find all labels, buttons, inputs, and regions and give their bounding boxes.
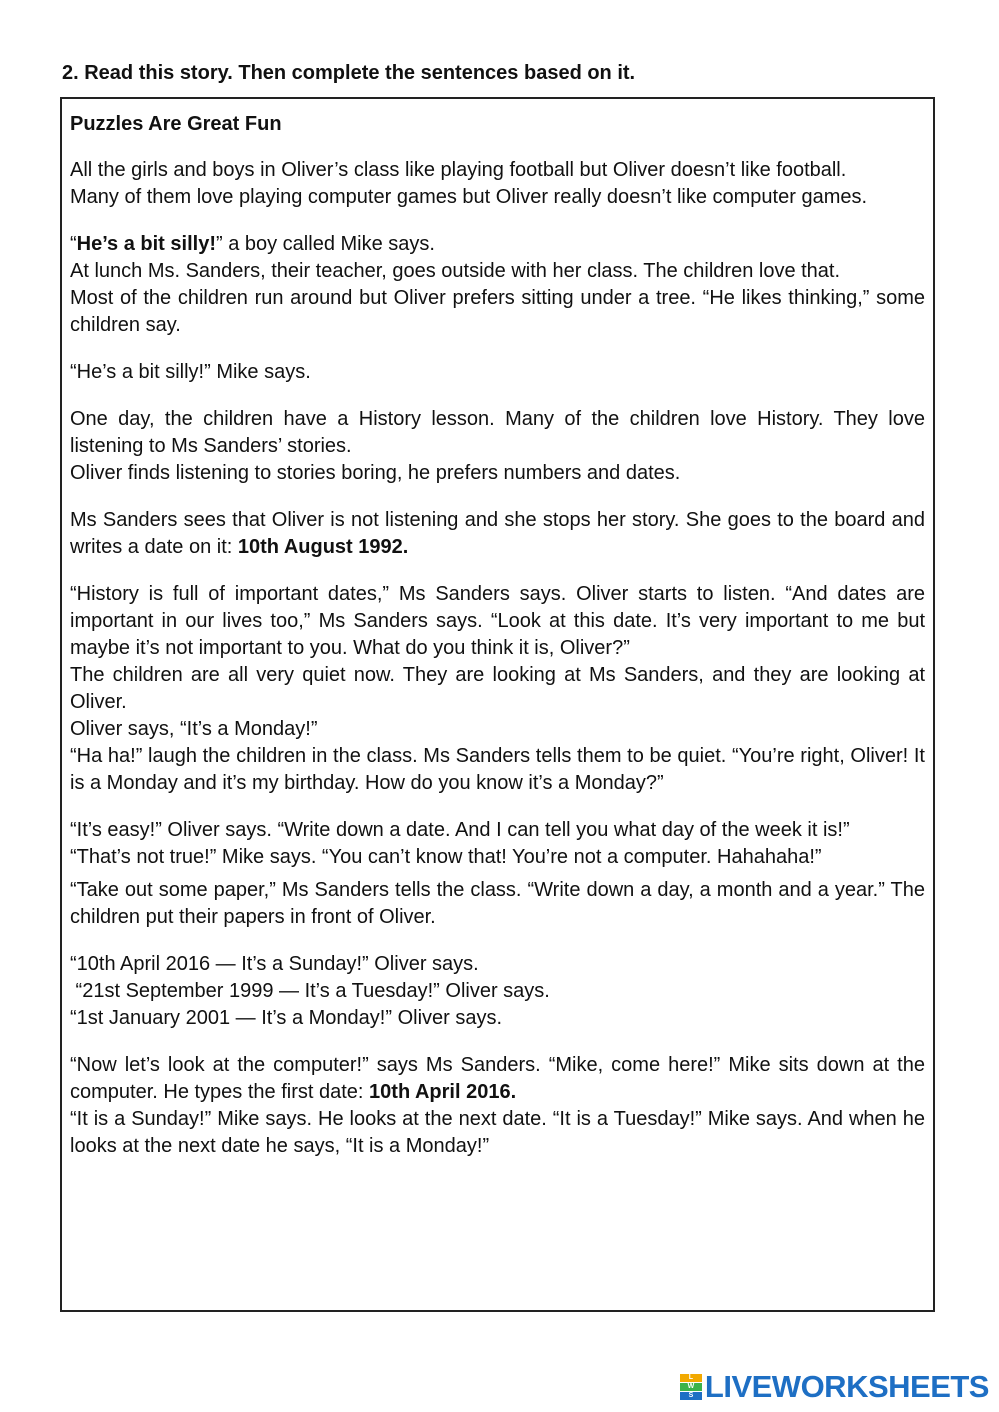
logo-text: LIVEWORKSHEETS [704,1369,989,1404]
story-paragraph-5 [70,507,925,561]
logo-mark-letter: S [680,1392,702,1400]
story-line: “It is a Sunday!” Mike says. He looks at the next date. “It is a Tuesday!” Mike says. And when he looks at the next date he says, “It is a Monday!” [70,1108,925,1157]
story-line: “He’s a bit silly!” Mike says. [70,361,311,383]
story-line [70,507,925,561]
story-line: “History is full of important dates,” Ms Sanders says. Oliver starts to listen. “And dates are important in our lives too,” Ms Sanders says. “Look at this date. It’s very important to me but maybe it’s not important to you. What do you think it is, Oliver?” [70,583,925,659]
bold-date: 10th April 2016. [369,1081,517,1103]
story-paragraph-4 [70,406,925,487]
quote-rest: ” a boy called Mike says. [215,233,435,255]
story-line: “Take out some paper,” Ms Sanders tells the class. “Write down a day, a month and a year.” The children put their papers in front of Oliver. [70,879,925,928]
story-paragraph-1 [70,157,925,211]
story-line [70,231,925,258]
story-line [70,1052,925,1106]
story-line: “It’s easy!” Oliver says. “Write down a date. And I can tell you what day of the week it is!” [70,819,850,841]
logo-mark-icon [680,1374,702,1401]
story-paragraph-6 [70,581,925,797]
story-paragraph-9 [70,951,925,1032]
story-line: All the girls and boys in Oliver’s class like playing football but Oliver doesn’t like football. [70,159,847,181]
story-paragraph-10 [70,1052,925,1160]
story-box [60,97,935,1312]
story-line: “Ha ha!” laugh the children in the class. Ms Sanders tells them to be quiet. “You’re right, Oliver! It is a Monday and it’s my birthday. How do you know it’s a Monday?” [70,745,925,794]
bold-date: 10th August 1992. [237,536,409,558]
story-line: Many of them love playing computer games but Oliver really doesn’t like computer games. [70,186,868,208]
story-text: Ms Sanders sees that Oliver is not listening and she stops her story. She goes to the board and writes a date on it: [70,509,925,558]
story-paragraph-7 [70,817,925,871]
story-line: Oliver says, “It’s a Monday!” [70,718,318,740]
story-paragraph-3 [70,359,925,386]
story-line: At lunch Ms. Sanders, their teacher, goes outside with her class. The children love that. [70,260,841,282]
story-title: Puzzles Are Great Fun [70,113,282,135]
story-line: Most of the children run around but Oliver prefers sitting under a tree. “He likes thinking,” some children say. [70,287,925,336]
story-paragraph-8 [70,877,925,931]
story-paragraph-2 [70,231,925,339]
story-line: “10th April 2016 — It’s a Sunday!” Oliver says. [70,953,479,975]
story-line: “That’s not true!” Mike says. “You can’t know that! You’re not a computer. Hahahaha!” [70,846,822,868]
logo-mark-letter: W [680,1383,702,1391]
exercise-heading: 2. Read this story. Then complete the sentences based on it. [62,62,636,84]
quote-mark: “ [70,233,77,255]
story-line: Oliver finds listening to stories boring, he prefers numbers and dates. [70,462,681,484]
story-line: “1st January 2001 — It’s a Monday!” Oliver says. [70,1007,503,1029]
logo-mark-letter: L [680,1374,702,1382]
story-line: “21st September 1999 — It’s a Tuesday!” Oliver says. [70,980,550,1002]
story-text: “Now let’s look at the computer!” says Ms Sanders. “Mike, come here!” Mike sits down at the computer. He types the first date: [70,1054,925,1103]
bold-quote: He’s a bit silly! [76,233,216,255]
story-line: The children are all very quiet now. They are looking at Ms Sanders, and they are looking at Oliver. [70,664,925,713]
liveworksheets-logo [680,1370,989,1404]
story-line: One day, the children have a History lesson. Many of the children love History. They love listening to Ms Sanders’ stories. [70,408,925,457]
